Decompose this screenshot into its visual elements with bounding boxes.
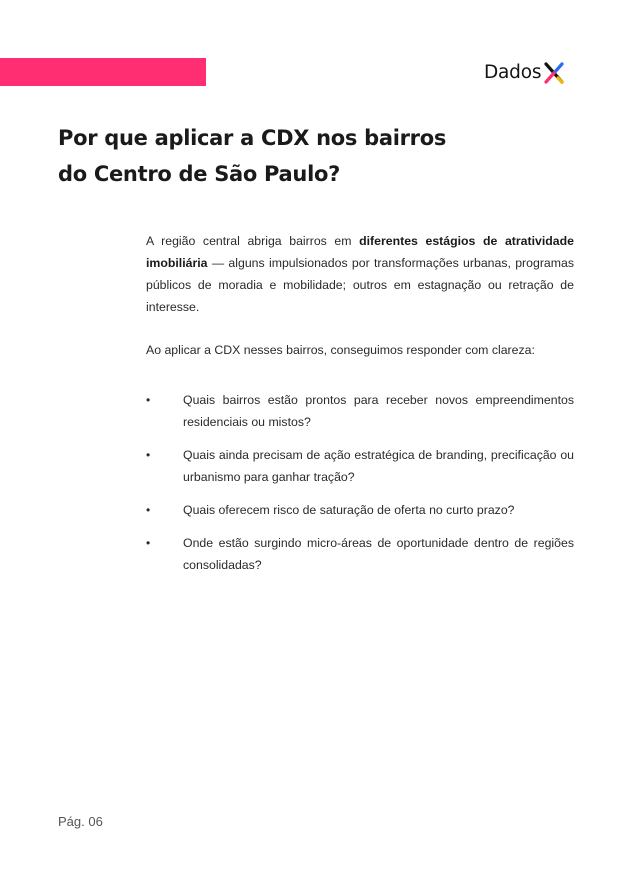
- x-mark-multicolor-icon: [543, 61, 565, 85]
- body-content: [146, 230, 574, 587]
- page-number: Pág. 06: [58, 814, 103, 829]
- page-title-line-1: Por que aplicar a CDX nos bairros: [58, 126, 447, 150]
- list-item: [146, 499, 574, 521]
- logo-wordmark: Dados: [484, 61, 542, 83]
- bullet-icon: •: [146, 393, 151, 407]
- list-item-text: Quais ainda precisam de ação estratégica de branding, precificação ou urbanismo para ganhar tração?: [183, 448, 574, 484]
- list-item: [146, 389, 574, 433]
- context-text-after: — alguns impulsionados por transformações urbanas, programas públicos de moradia e mobilidade; outros em estagnação ou retração de interesse.: [146, 256, 574, 314]
- page-title-line-2: do Centro de São Paulo?: [58, 162, 340, 186]
- list-item-text: Onde estão surgindo micro-áreas de oportunidade dentro de regiões consolidadas?: [183, 536, 574, 572]
- context-text-before: A região central abriga bairros em: [146, 234, 360, 248]
- bullet-icon: •: [146, 536, 151, 550]
- bullet-icon: •: [146, 448, 151, 462]
- list-item: [146, 532, 574, 576]
- page-title: [58, 120, 498, 192]
- list-item-text: Quais oferecem risco de saturação de oferta no curto prazo?: [183, 503, 515, 517]
- bullet-icon: •: [146, 503, 151, 517]
- list-item-text: Quais bairros estão prontos para receber novos empreendimentos residenciais ou mistos?: [183, 393, 574, 429]
- dadosx-logo: [484, 58, 584, 88]
- questions-list: [146, 389, 574, 576]
- context-paragraph: [146, 230, 574, 318]
- context-text-bold: diferentes estágios de atratividade imobiliária: [146, 234, 574, 270]
- list-item: [146, 444, 574, 488]
- header-accent-bar: [0, 58, 206, 86]
- intro-paragraph: Ao aplicar a CDX nesses bairros, conseguimos responder com clareza:: [146, 343, 535, 357]
